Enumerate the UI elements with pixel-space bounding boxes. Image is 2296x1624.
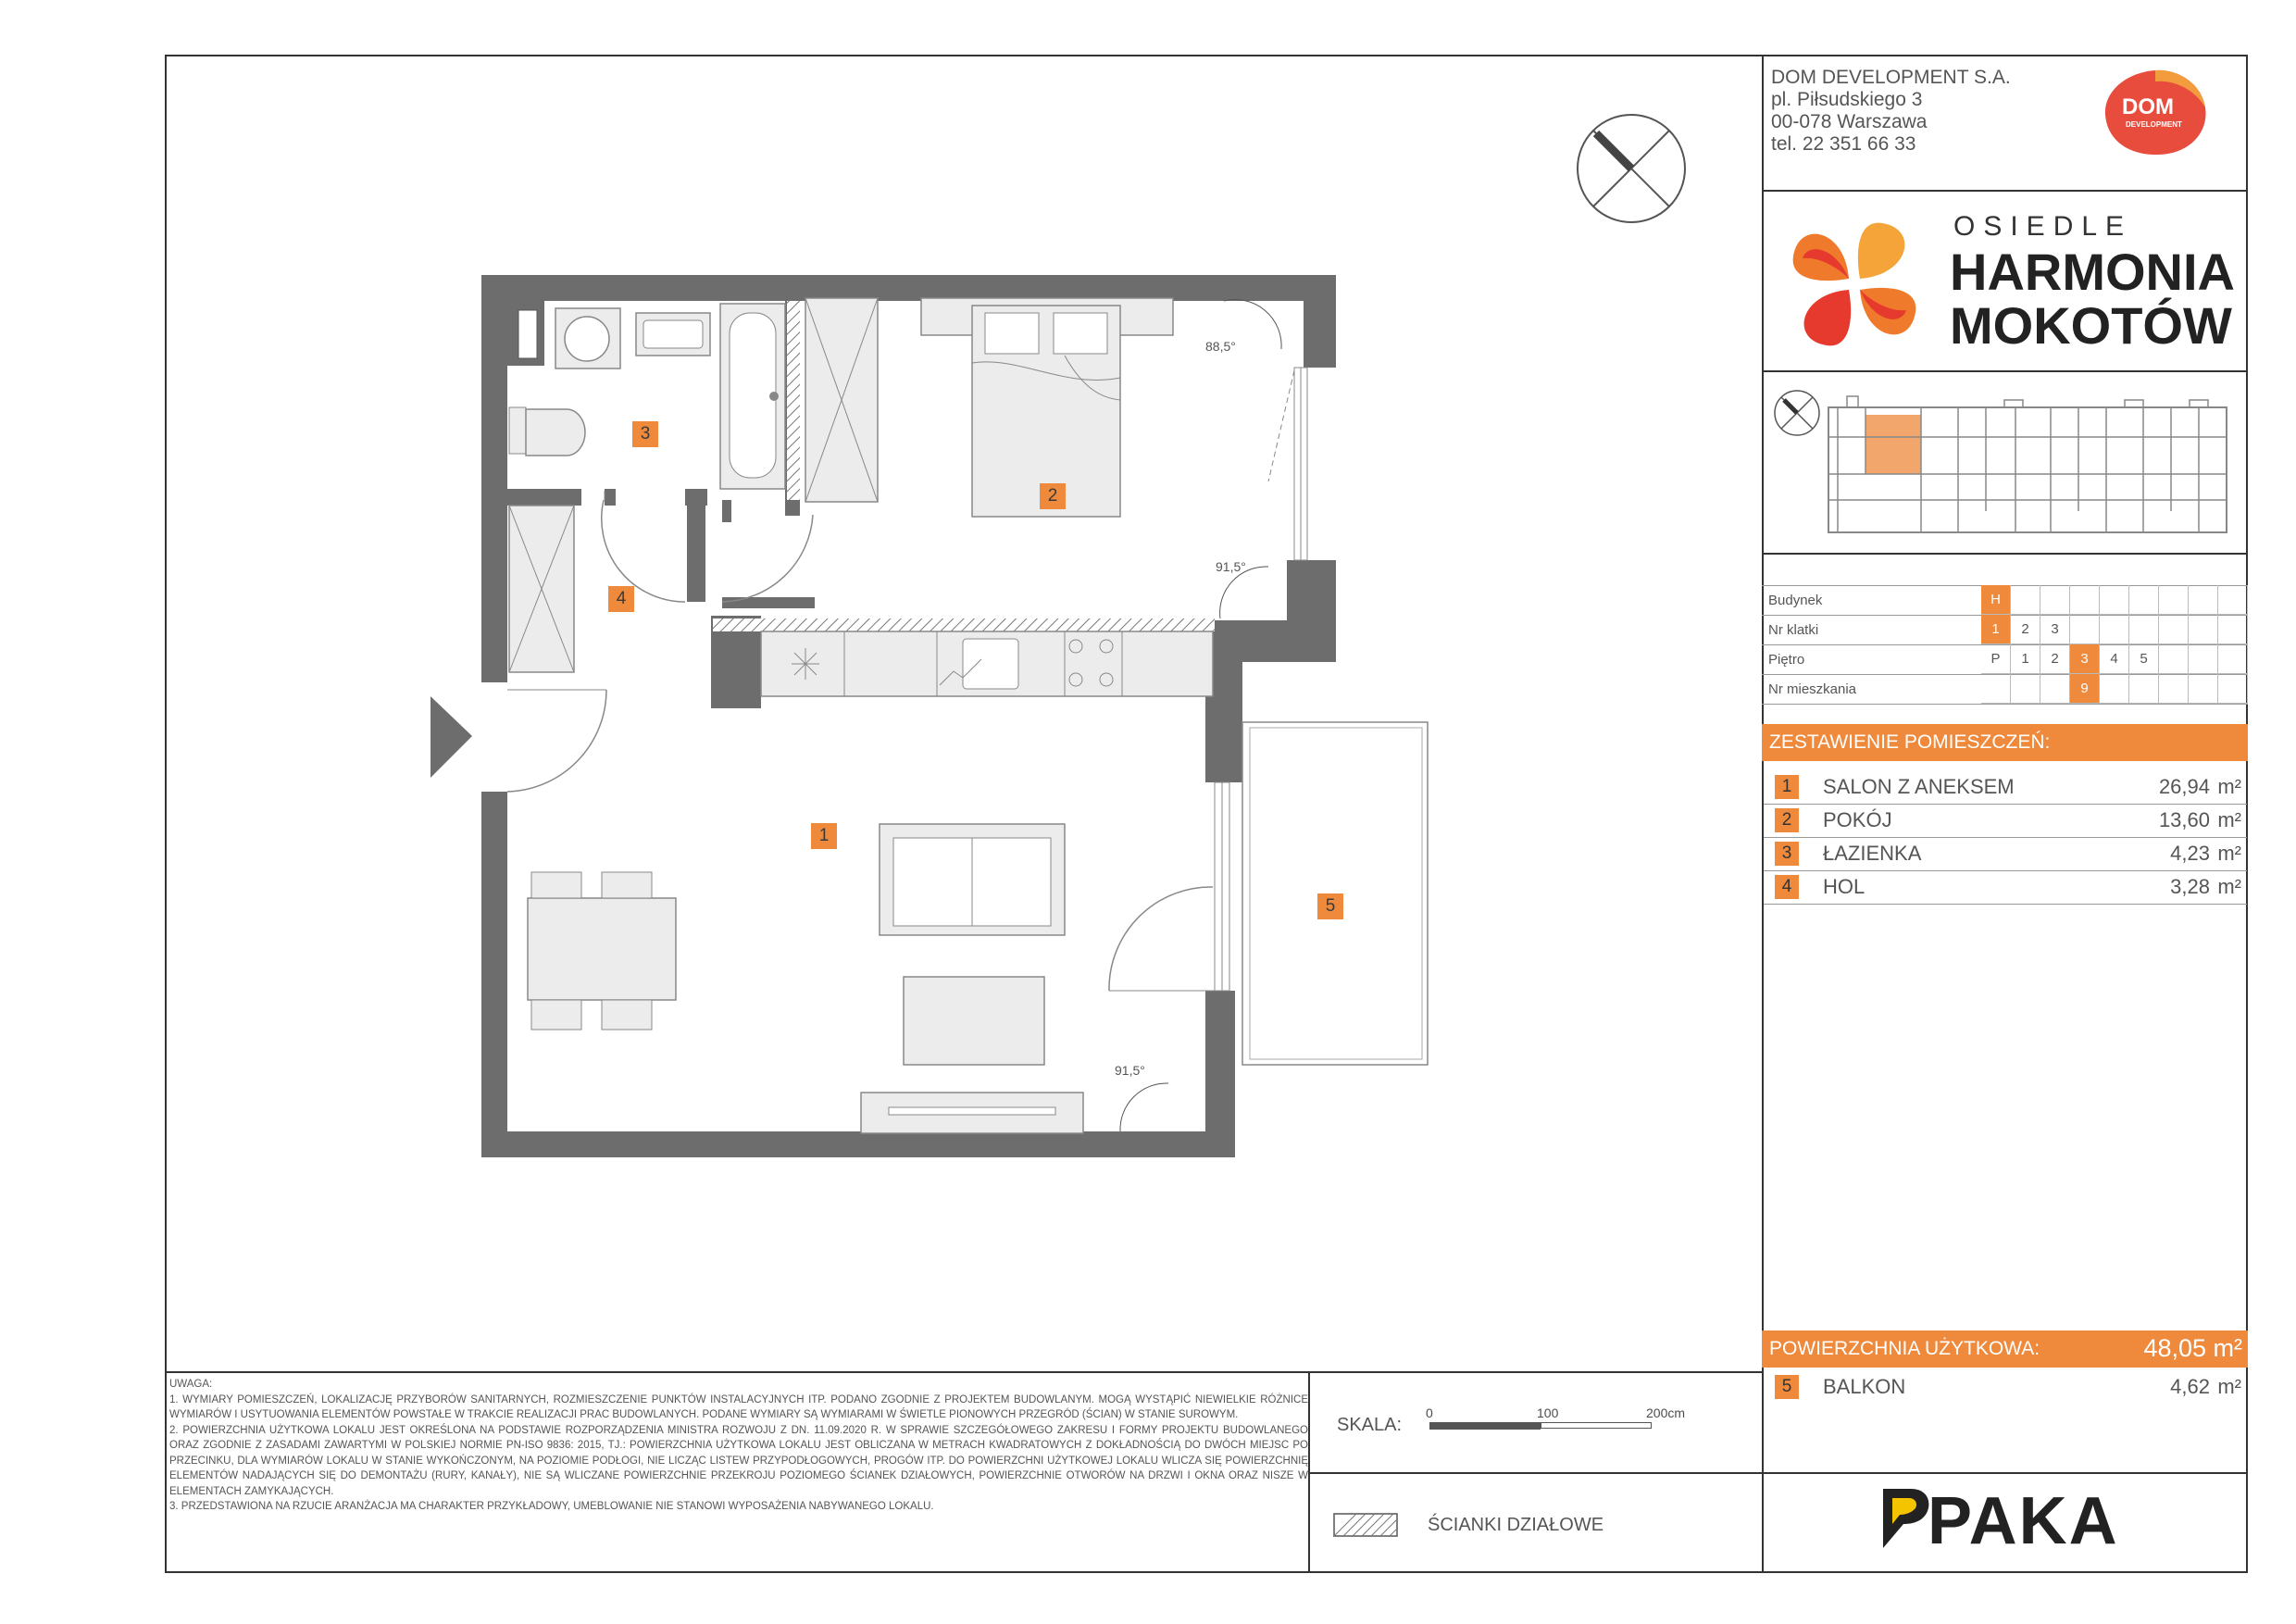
- staircase-cell-3: 3: [2040, 615, 2070, 644]
- scale-bar: 0 100 200cm: [1426, 1405, 1666, 1433]
- company-name: DOM DEVELOPMENT S.A.: [1771, 67, 2011, 88]
- floor-cell-1: 1: [2011, 644, 2040, 674]
- floor-cell-4: 4: [2100, 644, 2129, 674]
- staircase-cell-1: 1: [1981, 615, 2011, 644]
- room-row-3: 3 ŁAZIENKA 4,23 m²: [1764, 837, 2247, 871]
- room-tag-1: 1: [811, 823, 837, 849]
- room-tag-4: 4: [608, 586, 634, 612]
- company-divider: [1762, 190, 2248, 192]
- notes-title: UWAGA:: [169, 1379, 213, 1390]
- paka-logo: [1879, 1481, 2120, 1558]
- floor-cell-3: 3: [2070, 644, 2100, 674]
- staircase-cell-2: 2: [2011, 615, 2040, 644]
- floor-plan: [407, 269, 1454, 1167]
- logo-subtext: DEVELOPMENT: [2126, 120, 2182, 129]
- keyplan-divider: [1762, 553, 2248, 555]
- partition-wall-legend-swatch: [1333, 1513, 1398, 1537]
- company-city: 00-078 Warszawa: [1771, 111, 1928, 132]
- balcony-row: 5 BALKON 4,62 m²: [1764, 1370, 2247, 1404]
- label-apartment-no: Nr mieszkania: [1768, 681, 1857, 697]
- total-area-bar: [1762, 1330, 2248, 1368]
- room-row-2: 2 POKÓJ 13,60 m²: [1764, 804, 2247, 838]
- notes-divider: [165, 1371, 1763, 1373]
- note-1: 1. WYMIARY POMIESZCZEŃ, LOKALIZACJĘ PRZYBORÓW SANITARNYCH, ROZMIESZCZENIE PUNKTÓW INSTALACYJNYCH ITP. PODANO ZGODNIE Z PROJEKTEM BUDOWLANYM. MOGĄ WYSTĄPIĆ NIEWIELKIE RÓŻNICE WYMIARÓW I USYTUOWANIA ELEMENTÓW POWSTAŁE W TRAKCIE REALIZACJI PRAC BUDOWLANYCH. PODANE WYMIARY SĄ WYMIARAMI W ŚWIETLE PIONOWYCH PRZEGRÓD (ŚCIAN) W STANIE SUROWYM.: [169, 1393, 1308, 1420]
- room-tag-2: 2: [1040, 483, 1066, 509]
- dom-development-logo: [2102, 67, 2209, 157]
- total-area-value: 48,05 m²: [2143, 1334, 2242, 1362]
- north-arrow-icon: [1574, 111, 1689, 226]
- project-divider: [1762, 370, 2248, 372]
- label-building: Budynek: [1768, 593, 1823, 608]
- floor-cell-5: 5: [2129, 644, 2159, 674]
- project-line-2: HARMONIA: [1950, 243, 2235, 301]
- logo-text: DOM: [2122, 94, 2174, 119]
- company-street: pl. Piłsudskiego 3: [1771, 89, 1923, 110]
- brand-name: PAKA: [1928, 1484, 2119, 1558]
- scale-label: SKALA:: [1337, 1415, 1403, 1435]
- angle-label-living: 91,5°: [1115, 1063, 1145, 1078]
- scale-legend-divider: [1308, 1472, 1763, 1474]
- room-row-1: 1 SALON Z ANEKSEM 26,94 m²: [1764, 770, 2247, 805]
- note-3: 3. PRZEDSTAWIONA NA RZUCIE ARANŻACJA MA CHARAKTER PRZYKŁADOWY, UMEBLOWANIE NIE STANOWI WYPOSAŻENIA NABYWANEGO LOKALU.: [169, 1501, 934, 1512]
- label-staircase: Nr klatki: [1768, 622, 1819, 638]
- project-line-3: MOKOTÓW: [1950, 296, 2232, 355]
- rooms-header: ZESTAWIENIE POMIESZCZEŃ:: [1762, 724, 2248, 761]
- harmonia-flower-logo: [1785, 215, 1924, 354]
- building-cell: H: [1981, 585, 2011, 615]
- balcony-divider: [1762, 1472, 2248, 1474]
- company-phone: tel. 22 351 66 33: [1771, 133, 1916, 155]
- angle-label-bedroom: 88,5°: [1205, 339, 1236, 354]
- floor-cell-p: P: [1981, 644, 2011, 674]
- room-row-4: 4 HOL 3,28 m²: [1764, 870, 2247, 905]
- room-tag-5: 5: [1317, 893, 1343, 919]
- project-line-1: OSIEDLE: [1953, 211, 2133, 242]
- apartment-no-cell: 9: [2070, 674, 2100, 704]
- total-area-label: POWIERZCHNIA UŻYTKOWA:: [1769, 1338, 2040, 1359]
- notes: [169, 1377, 1308, 1515]
- company-info: [1771, 67, 2011, 156]
- note-2: 2. POWIERZCHNIA UŻYTKOWA LOKALU JEST OKREŚLONA NA PODSTAWIE ROZPORZĄDZENIA MINISTRA ROZWOJU Z DN. 11.09.2020 R. W SPRAWIE SZCZEGÓŁOWEGO ZAKRESU I FORMY PROJEKTU BUDOWLANEGO ORAZ ZGODNIE Z ZASADAMI ZAWARTYMI W POLSKIEJ NORMIE PN-ISO 9836: 2015, TJ.: POWIERZCHNIA UŻYTKOWA LOKALU JEST OBLICZANA W METRACH KWADRATOWYCH Z DOKŁADNOŚCIĄ DO DWÓCH MIEJSC PO PRZECINKU, DLA WYMIARÓW LOKALU W STANIE WYKOŃCZONYM, NA POZIOMIE PODŁOGI, NIE LICZĄC LISTEW PRZYPODŁOGOWYCH, PROGÓW ITP. DO POWIERZCHNI UŻYTKOWEJ LOKALU WLICZA SIĘ POWIERZCHNIĘ ELEMENTÓW NADAJĄCYCH SIĘ DO DEMONTAŻU (RURY, KANAŁY), NIE SĄ WLICZANE POWIERZCHNIE PRZEKROJU POZIOMEGO ŚCIANEK DZIAŁOWYCH, POWIERZCHNIE OTWORÓW NA DRZWI I OKNA ORAZ NISZE W ELEMENTACH ZAMYKAJĄCYCH.: [169, 1424, 1308, 1497]
- angle-label-kitchen: 91,5°: [1216, 559, 1246, 574]
- floor-cell-2: 2: [2040, 644, 2070, 674]
- building-key-plan: [1773, 381, 2236, 548]
- label-floor: Piętro: [1768, 652, 1805, 668]
- room-tag-3: 3: [632, 421, 658, 447]
- partition-wall-legend-label: ŚCIANKI DZIAŁOWE: [1428, 1515, 1604, 1535]
